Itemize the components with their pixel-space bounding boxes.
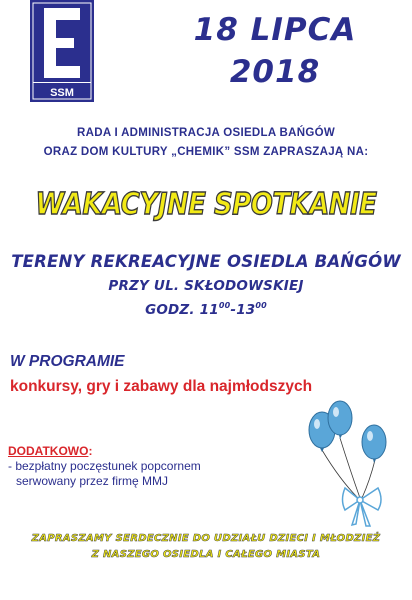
hours-mid: -13 bbox=[230, 302, 256, 318]
intro-line-2: ORAZ DOM KULTURY „CHEMIK” SSM ZAPRASZAJĄ NA: bbox=[43, 146, 369, 158]
event-title: WAKACYJNE SPOTKANIE bbox=[35, 187, 377, 223]
event-hours bbox=[0, 301, 412, 318]
date-year: 2018 bbox=[229, 54, 321, 90]
hours-sup-start: 00 bbox=[218, 301, 231, 310]
extra-heading bbox=[8, 444, 92, 458]
program-item: konkursy, gry i zabawy dla najmłodszych bbox=[10, 378, 313, 395]
place-line-2: PRZY UL. SKŁODOWSKIEJ bbox=[108, 278, 304, 294]
extra-line-1: - bezpłatny poczęstunek popcornem bbox=[8, 459, 201, 473]
hours-sup-end: 00 bbox=[255, 301, 267, 310]
footer-line-2: Z NASZEGO OSIEDLA I CAŁEGO MIASTA bbox=[91, 549, 321, 560]
ssm-logo bbox=[30, 0, 94, 102]
date-day: 18 LIPCA bbox=[193, 12, 357, 48]
place-line-1: TERENY REKREACYJNE OSIEDLA BAŃGÓW bbox=[11, 252, 401, 271]
program-heading: W PROGRAMIE bbox=[10, 353, 125, 370]
balloons-with-bow-icon bbox=[300, 400, 400, 530]
extra-line-2: serwowany przez firmę MMJ bbox=[16, 474, 169, 488]
logo-caption: SSM bbox=[50, 87, 74, 99]
extra-heading-text: DODATKOWO bbox=[8, 444, 89, 458]
intro-line-1: RADA I ADMINISTRACJA OSIEDLA BAŃGÓW bbox=[77, 127, 335, 139]
footer-line-1: ZAPRASZAMY SERDECZNIE DO UDZIAŁU DZIECI I MŁODZIEŻ bbox=[31, 533, 381, 544]
extra-heading-colon: : bbox=[88, 444, 93, 458]
hours-prefix: GODZ. 11 bbox=[145, 302, 219, 318]
